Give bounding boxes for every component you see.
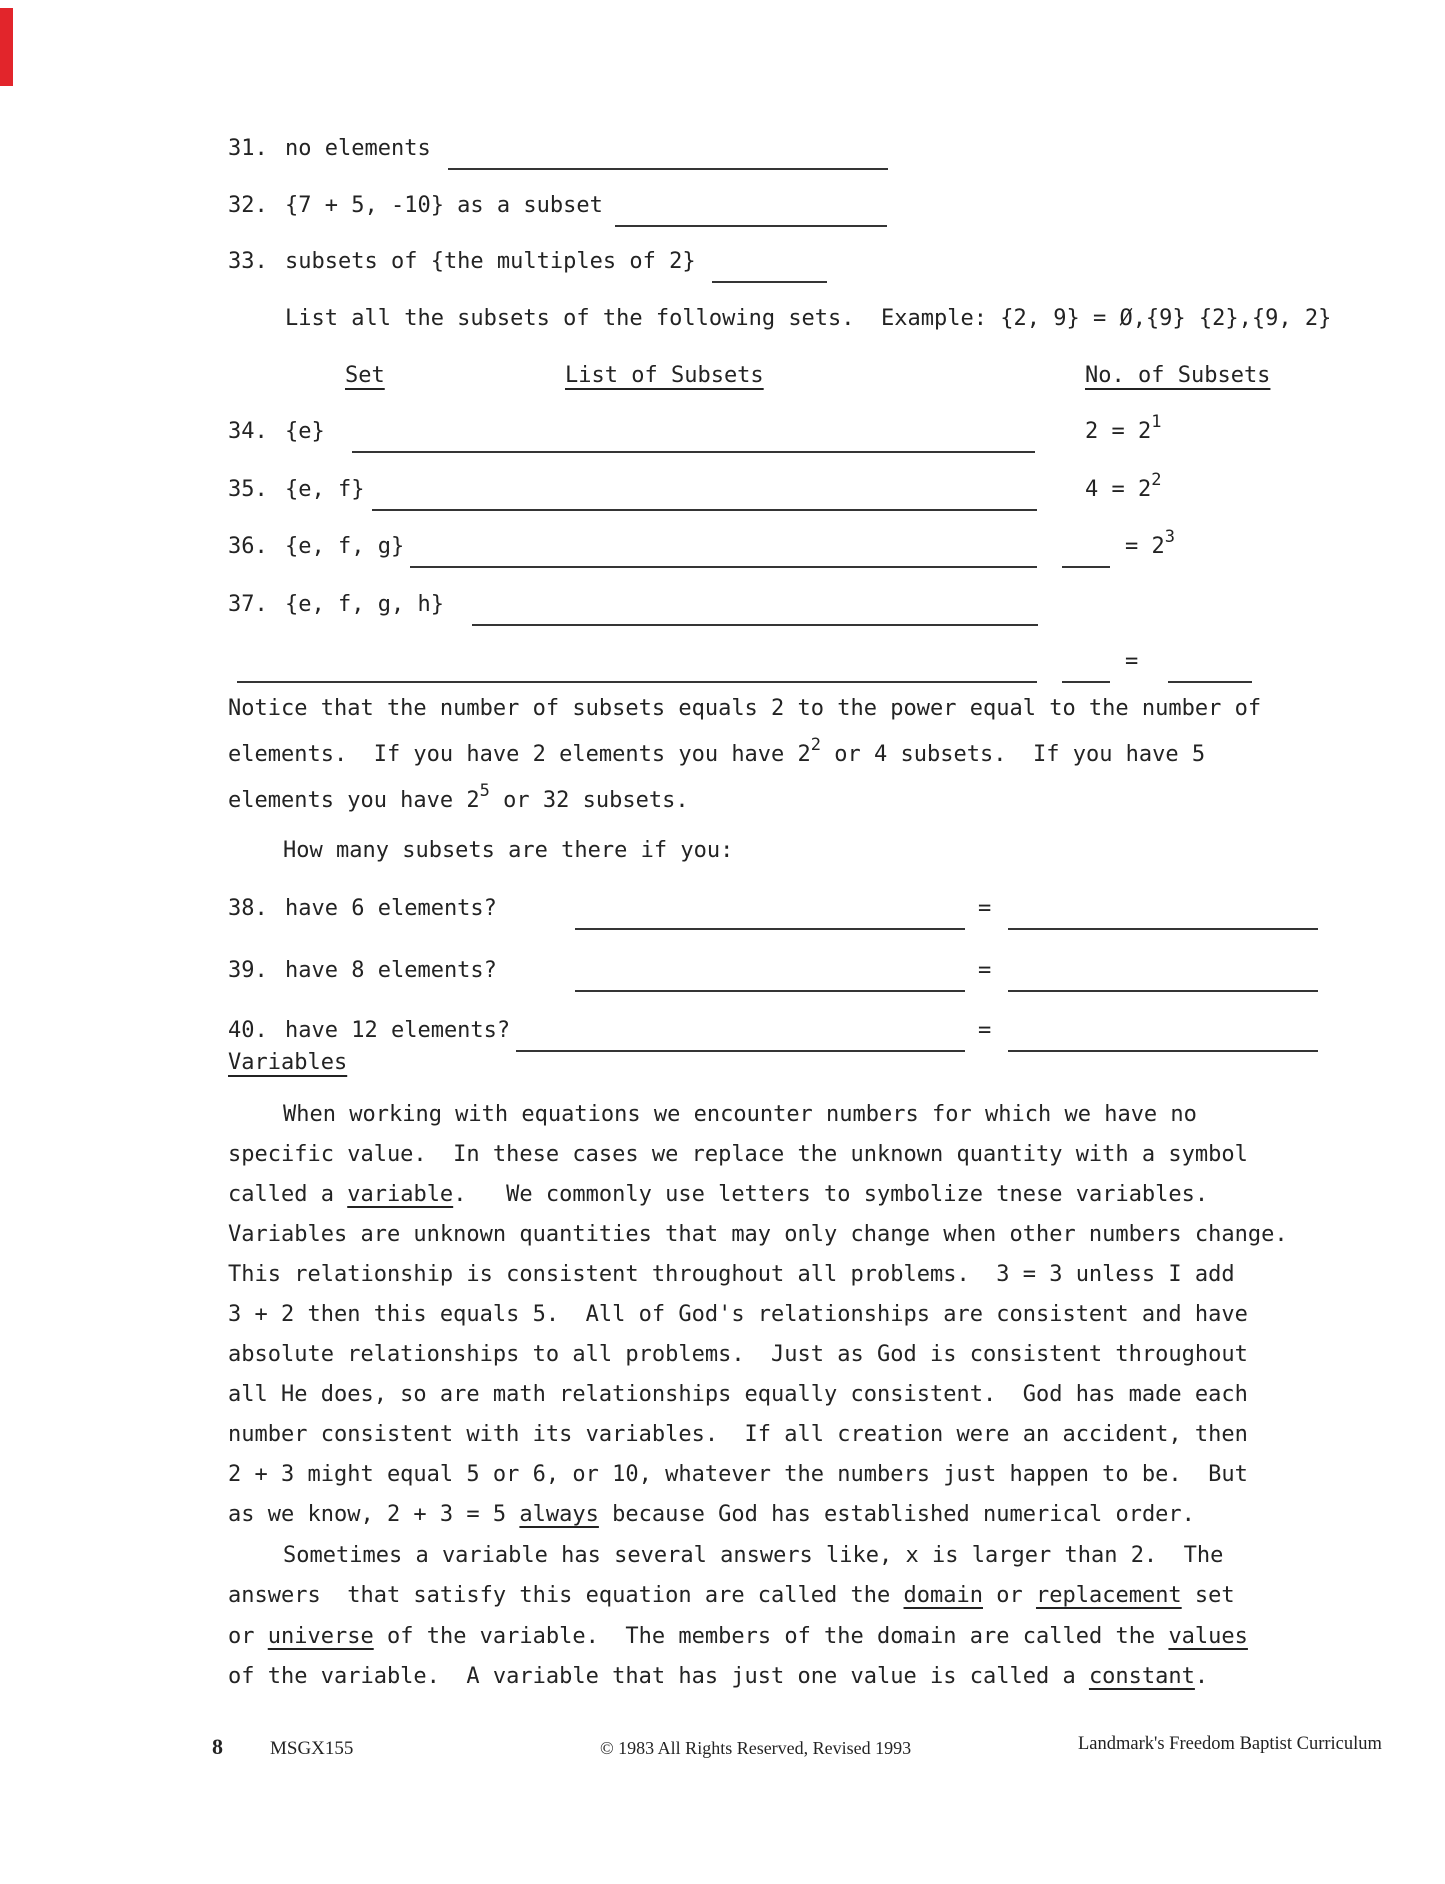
row-34-number: 34.	[228, 419, 268, 444]
variables-para1-line-5: This relationship is consistent throughout all problems. 3 = 3 unless I add	[228, 1262, 1235, 1287]
item-40-number: 40.	[228, 1018, 268, 1043]
item-39-number: 39.	[228, 958, 268, 983]
variables-para1-line-3: called a variable. We commonly use letters to symbolize tnese variables.	[228, 1182, 1209, 1207]
overflow-equals: =	[1125, 649, 1139, 674]
row-34-subsets-blank	[352, 421, 1035, 453]
subsets-instruction: List all the subsets of the following sets. Example: {2, 9} = Ø,{9} {2},{9, 2}	[285, 306, 1332, 331]
item-40-label: have 12 elements?	[285, 1018, 511, 1043]
variables-para1-line-1: When working with equations we encounter numbers for which we have no	[283, 1102, 1197, 1127]
item-32-number: 32.	[228, 193, 268, 218]
row-36-count-base: = 2	[1125, 534, 1165, 559]
row-36-exponent: 3	[1164, 527, 1175, 547]
overflow-subsets-blank	[237, 651, 1037, 683]
item-31-label: no elements	[285, 136, 431, 161]
item-39-label: have 8 elements?	[285, 958, 497, 983]
table-header-no-of-subsets: No. of Subsets	[1085, 363, 1271, 388]
notice-line-2: elements. If you have 2 elements you have $2^2$ or 4 subsets. If you have 5	[228, 735, 1206, 767]
row-34-count	[1085, 412, 1162, 448]
variables-para2-line-4: of the variable. A variable that has just one value is called a constant.	[228, 1664, 1209, 1689]
variables-para1-line-10: 2 + 3 might equal 5 or 6, or 10, whatever the numbers just happen to be. But	[228, 1462, 1248, 1487]
row-35-exponent: 2	[1151, 470, 1162, 490]
item-38-number: 38.	[228, 896, 268, 921]
variables-para1-line-6: 3 + 2 then this equals 5. All of God's relationships are consistent and have	[228, 1302, 1248, 1327]
answer-blank-32	[615, 195, 887, 227]
answer-blank-31	[448, 138, 888, 170]
item-40-equals: =	[978, 1018, 992, 1043]
item-39-equals: =	[978, 958, 992, 983]
item-38-label: have 6 elements?	[285, 896, 497, 921]
row-37-subsets-blank	[472, 594, 1038, 626]
variables-para2-line-2: answers that satisfy this equation are called the domain or replacement set	[228, 1583, 1235, 1608]
row-35-number: 35.	[228, 477, 268, 502]
row-37-set: {e, f, g, h}	[285, 592, 444, 617]
row-34-set: {e}	[285, 419, 325, 444]
notice-line-1: Notice that the number of subsets equals 2 to the power equal to the number of	[228, 696, 1262, 721]
overflow-result-blank	[1168, 651, 1252, 683]
item-39-result-blank	[1008, 960, 1318, 992]
row-34-count-base: 2 = 2	[1085, 419, 1152, 444]
item-38-equals: =	[978, 896, 992, 921]
variables-para2-line-1: Sometimes a variable has several answers like, x is larger than 2. The	[283, 1543, 1224, 1568]
row-36-subsets-blank	[410, 536, 1037, 568]
table-header-list-of-subsets: List of Subsets	[565, 363, 764, 388]
row-35-count	[1085, 470, 1162, 506]
table-header-set: Set	[345, 363, 385, 388]
row-36-count-blank	[1062, 536, 1110, 568]
variables-para1-line-8: all He does, so are math relationships equally consistent. God has made each	[228, 1382, 1248, 1407]
row-37-number: 37.	[228, 592, 268, 617]
variables-para2-line-3: or universe of the variable. The members of the domain are called the values	[228, 1624, 1248, 1649]
variables-para1-line-11: as we know, 2 + 3 = 5 always because God has established numerical order.	[228, 1502, 1195, 1527]
row-35-subsets-blank	[372, 479, 1037, 511]
footer-publisher: Landmark's Freedom Baptist Curriculum	[1078, 1734, 1382, 1754]
overflow-count-blank	[1062, 651, 1110, 683]
footer-code: MSGX155	[270, 1738, 354, 1759]
item-40-answer-blank	[516, 1020, 965, 1052]
row-36-number: 36.	[228, 534, 268, 559]
scan-edge-mark	[0, 8, 13, 86]
variables-heading: Variables	[228, 1050, 348, 1075]
questions-prompt: How many subsets are there if you:	[283, 838, 734, 863]
row-36-set: {e, f, g}	[285, 534, 405, 559]
variables-para1-line-9: number consistent with its variables. If all creation were an accident, then	[228, 1422, 1248, 1447]
item-31-number: 31.	[228, 136, 268, 161]
answer-blank-33	[712, 251, 827, 283]
item-39-answer-blank	[575, 960, 965, 992]
footer-copyright: © 1983 All Rights Reserved, Revised 1993	[600, 1738, 912, 1758]
variables-para1-line-7: absolute relationships to all problems. Just as God is consistent throughout	[228, 1342, 1248, 1367]
item-38-result-blank	[1008, 898, 1318, 930]
item-38-answer-blank	[575, 898, 965, 930]
notice-line-3: elements you have $2^5$ or 32 subsets.	[228, 781, 689, 813]
item-40-result-blank	[1008, 1020, 1318, 1052]
row-36-count	[1125, 527, 1175, 563]
variables-para1-line-2: specific value. In these cases we replace the unknown quantity with a symbol	[228, 1142, 1248, 1167]
item-32-label: {7 + 5, -10} as a subset	[285, 193, 603, 218]
row-35-set: {e, f}	[285, 477, 365, 502]
item-33-number: 33.	[228, 249, 268, 274]
row-34-exponent: 1	[1151, 412, 1162, 432]
row-35-count-base: 4 = 2	[1085, 477, 1152, 502]
item-33-label: subsets of {the multiples of 2}	[285, 249, 696, 274]
page-number: 8	[212, 1734, 223, 1759]
variables-para1-line-4: Variables are unknown quantities that may only change when other numbers change.	[228, 1222, 1288, 1247]
